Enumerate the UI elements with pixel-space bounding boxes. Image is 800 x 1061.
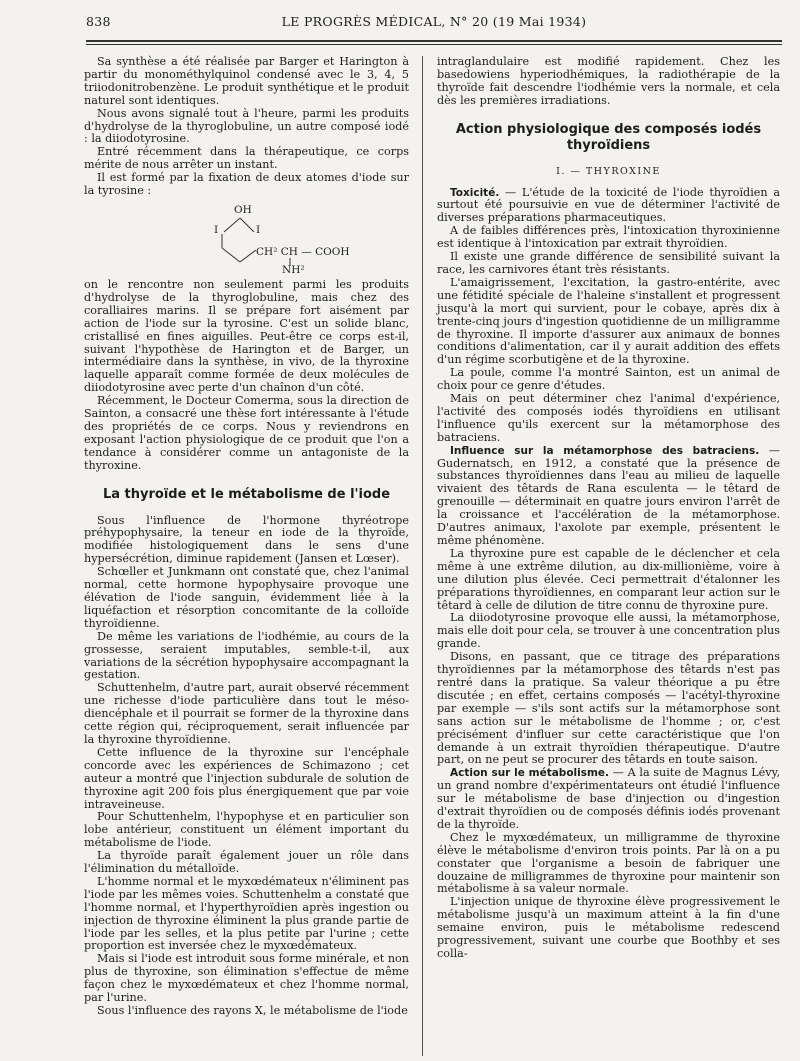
section-heading: Action physiologique des composés iodés thyroïdiens [455, 121, 762, 153]
paragraph: Schœller et Junkmann ont constaté que, chez l'animal normal, cette hormone hypophysaire provoque une élévation de l'iode sanguin, évidemment liée à la liquéfaction et résorption concomitante de la colloïde thyroïdienne. [84, 565, 409, 630]
paragraph: Récemment, le Docteur Comerma, sous la direction de Sainton, a consacré une thèse fort intéressante à l'étude des propriétés de ce corps. Nous y reviendrons en exposant l'action physiologique de ce produit que l'on a tendance à considérer comme un antagoniste de la thyroxine. [84, 394, 409, 472]
paragraph: intraglandulaire est modifié rapidement. Chez les basedowiens hyperiodhémiques, la radiothérapie de la thyroïde fait descendre l'iodhémie vers la normale, et cela dès les premières irradiations. [437, 55, 780, 107]
subsection-heading: I. — THYROXINE [556, 165, 661, 177]
paragraph: Cette influence de la thyroxine sur l'encéphale concorde avec les expériences de Schimazono ; cet auteur a montré que l'injection subdurale de solution de thyroxine agit 200 fois plus énergiquement que par voie intraveineuse. [84, 745, 409, 811]
paragraph-text: — A la suite de Magnus Lévy, un grand nombre d'expérimentateurs ont étudié l'influence sur le métabolisme de base d'injection ou d'ingestion d'extrait thyroïdien ou de composés définis iodés provenant de la thyroïde. [437, 766, 780, 831]
paragraph [437, 187, 780, 226]
header-rule-thin [86, 44, 782, 45]
diiodotyrosine-formula [84, 202, 409, 276]
paragraph: Il est formé par la fixation de deux atomes d'iode sur la tyrosine : [84, 171, 409, 198]
left-column [84, 56, 409, 1018]
paragraph: Schuttenhelm, d'autre part, aurait observé récemment une richesse d'iode particulière dans tout le méso-diencéphale et il pourrait se former de la thyroxine dans cette région qui, réciproquement, serait influencée par la thyroxine thyroïdienne. [84, 681, 409, 746]
paragraph: Nous avons signalé tout à l'heure, parmi les produits d'hydrolyse de la thyroglobuline, un autre composé iodé : la diiodotyrosine. [84, 106, 409, 146]
paragraph-text: — Gudernatsch, en 1912, a constaté que la présence de substances thyroïdiennes dans l'eau au milieu de laquelle vivaient des têtards de Rana esculenta — le têtard de grenouille — déterminait en quatre jours environ l'arrêt de la croissance et l'accélération de la métamorphose. D'autres animaux, l'axolote par exemple, présentent le même phénomène. [437, 443, 780, 547]
paragraph: Sous l'influence de l'hormone thyréotrope préhypophysaire, la teneur en iode de la thyroïde, modifiée histologiquement dans le sens d'une hypersécrétion, diminue rapidement (Jansen et Lœser). [84, 513, 409, 566]
paragraph: Il existe une grande différence de sensibilité suivant la race, les carnivores étant très résistants. [437, 250, 780, 276]
paragraph: Chez le myxœdémateux, un milligramme de thyroxine élève le métabolisme d'environ trois points. Par là on a pu constater que l'organisme a besoin de fabriquer une douzaine de milligrammes de thyroxine pour maintenir son métabolisme à sa valeur normale. [437, 830, 780, 896]
paragraph: Mais si l'iode est introduit sous forme minérale, et non plus de thyroxine, son élimination s'effectue de même façon chez le myxœdémateux et chez l'homme normal, par l'urine. [84, 952, 409, 1005]
run-in-heading: Action sur le métabolisme. [450, 767, 610, 780]
paragraph: on le rencontre non seulement parmi les produits d'hydrolyse de la thyroglobuline, mais chez des coralliaires marins. Il se prépare fort aisément par action de l'iode sur la tyrosine. C'est un solide blanc, cristallisé en fines aiguilles. Peut-être ce corps est-il, suivant l'hypothèse de Harington et de Barger, un intermédiaire dans la synthèse, in vivo, de la thyroxine laquelle apparaît comme formée de deux molécules de diiodotyrosine avec perte d'un chaînon d'un côté. [84, 277, 409, 395]
journal-title: LE PROGRÈS MÉDICAL, N° 20 (19 Mai 1934) [281, 14, 587, 29]
paragraph: Pour Schuttenhelm, l'hypophyse et en particulier son lobe antérieur, constituent un élément important du métabolisme de l'iode. [84, 810, 409, 850]
paragraph-text: — L'étude de la toxicité de l'iode thyroïdien a surtout été poursuivie en vue de déterminer l'activité de diverses préparations pharmaceutiques. [437, 185, 780, 225]
section-heading: La thyroïde et le métabolisme de l'iode [102, 486, 391, 502]
formula-iodine-left: I [214, 223, 219, 236]
formula-iodine-right: I [256, 223, 261, 236]
paragraph: Mais on peut déterminer chez l'animal d'expérience, l'activité des composés iodés thyroïdiens en utilisant l'influence qu'ils exercent sur la métamorphose des batraciens. [437, 392, 780, 444]
formula-side-chain: CH² CH — COOH [256, 245, 350, 258]
formula-oh: OH [234, 203, 252, 216]
paragraph: Sa synthèse a été réalisée par Barger et Harington à partir du monométhylquinol condensé avec le 3, 4, 5 triiodonitrobenzène. Le produit synthétique et le produit naturel sont identiques. [84, 55, 409, 107]
paragraph: De même les variations de l'iodhémie, au cours de la grossesse, seraient imputables, semble-t-il, aux variations de la sécrétion hypophysaire accompagnant la gestation. [84, 629, 409, 682]
paragraph: Sous l'influence des rayons X, le métabolisme de l'iode [97, 1004, 408, 1017]
paragraph: L'homme normal et le myxœdémateux n'éliminent pas l'iode par les mêmes voies. Schuttenhelm a constaté que l'homme normal, et l'hyperthyroïdien après ingestion ou injection de thyroxine éliminent la plus grande partie de l'iode par les selles, et la plus petite par l'urine ; cette proportion est inversée chez le myxœdémateux. [84, 874, 409, 953]
paragraph [437, 445, 780, 548]
header-rule-thick [86, 40, 782, 42]
run-in-heading: Influence sur la métamorphose des batraciens. [450, 444, 760, 457]
paragraph: A de faibles différences près, l'intoxication thyroxinienne est identique à l'intoxication par extrait thyroïdien. [437, 224, 780, 251]
paragraph: La thyroïde paraît également jouer un rôle dans l'élimination du métalloïde. [84, 849, 409, 876]
paragraph: L'injection unique de thyroxine élève progressivement le métabolisme jusqu'à un maximum atteint à la fin d'une semaine environ, puis le métabolisme redescend progressivement, suivant une courbe que Boothby et ses colla- [437, 895, 780, 960]
paragraph: Entré récemment dans la thérapeutique, ce corps mérite de nous arrêter un instant. [84, 145, 409, 172]
paragraph: La diiodotyrosine provoque elle aussi, la métamorphose, mais elle doit pour cela, se trouver à une concentration plus grande. [437, 611, 780, 651]
running-header [86, 12, 782, 32]
run-in-heading: Toxicité. [450, 186, 500, 199]
paragraph: Disons, en passant, que ce titrage des préparations thyroïdiennes par la métamorphose des têtards n'est pas rentré dans la pratique. Sa valeur théorique a pu être discutée ; en effet, certains composés — l'acétyl-thyroxine par exemple — s'ils sont actifs sur la métamorphose sont sans action sur le métabolisme de l'homme ; or, c'est précisément d'influer sur cette caractéristique que l'on demande à un extrait thyroïdien thérapeutique. D'autre part, on ne peut se procurer des têtards en toute saison. [437, 650, 780, 767]
right-column [437, 56, 780, 961]
paragraph: La thyroxine pure est capable de le déclencher et cela même à une extrême dilution, au dix-millionième, voire à une dilution plus élevée. Ceci permettrait d'étalonner les préparations thyroïdiennes, en comparant leur action sur le têtard à celle de dilution de titre connu de thyroxine pure. [437, 546, 780, 612]
page-number: 838 [86, 14, 111, 29]
formula-amine: NH² [282, 263, 305, 276]
paragraph: L'amaigrissement, l'excitation, la gastro-entérite, avec une fétidité spéciale de l'haleine s'installent et progressent jusqu'à la mort qui survient, pour le cobaye, après dix à trente-cinq jours d'ingestion quotidienne de un milligramme de thyroxine. Il importe d'assurer aux animaux de bonnes conditions d'alimentation, car il y aurait addition des effets d'un régime scorbutigène et de la thyroxine. [437, 275, 780, 367]
paragraph [437, 767, 780, 832]
paragraph: La poule, comme l'a montré Sainton, est un animal de choix pour ce genre d'études. [437, 366, 780, 393]
column-divider [422, 56, 423, 1056]
